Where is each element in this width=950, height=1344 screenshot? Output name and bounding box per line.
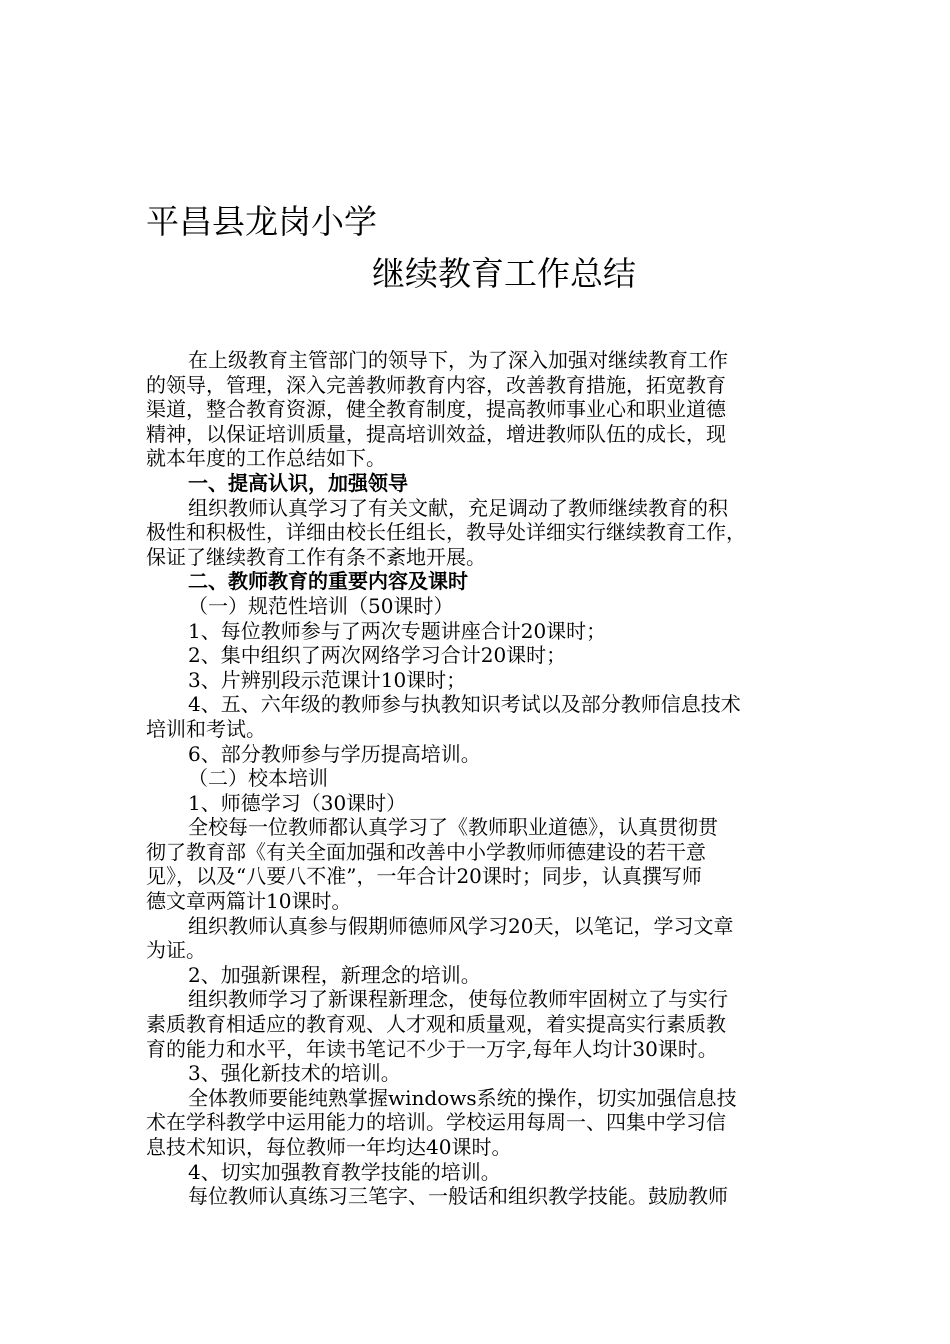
paragraph-line: 2、加强新课程，新理念的培训。 — [188, 962, 481, 987]
paragraph-line: 为证。 — [146, 938, 206, 963]
paragraph-line: 全校每一位教师都认真学习了《教师职业道德》，认真贯彻贯 — [188, 815, 718, 840]
paragraph-line: 德文章两篇计10课时。 — [146, 889, 352, 914]
paragraph-line: 素质教育相适应的教育观、人才观和质量观，着实提高实行素质教 — [146, 1012, 726, 1037]
paragraph-line: 育的能力和水平，年读书笔记不少于一万字,每年人均计30课时。 — [146, 1036, 718, 1061]
paragraph-line: 息技术知识，每位教师一年均达40课时。 — [146, 1135, 512, 1159]
paragraph-line: 3、片辨别段示范课计10课时； — [188, 667, 467, 692]
paragraph-line: 培训和考试。 — [146, 716, 266, 741]
paragraph-line: （一）规范性培训（50课时） — [188, 593, 454, 618]
paragraph-line: 术在学科教学中运用能力的培训。学校运用每周一、四集中学习信 — [146, 1110, 726, 1135]
paragraph-line: 组织教师学习了新课程新理念，使每位教师牢固树立了与实行 — [188, 987, 728, 1012]
paragraph-line: 保证了继续教育工作有条不紊地开展。 — [146, 544, 486, 569]
paragraph-line: （二）校本培训 — [188, 766, 328, 791]
paragraph-line: 组织教师认真参与假期师德师风学习20天，以笔记，学习文章 — [188, 913, 734, 938]
paragraph-line: 3、强化新技术的培训。 — [188, 1061, 401, 1086]
paragraph-line: 见》，以及“八要八不准”，一年合计20课时；同步，认真撰写师 — [146, 864, 702, 889]
paragraph-line: 就本年度的工作总结如下。 — [146, 446, 386, 471]
paragraph-line: 1、每位教师参与了两次专题讲座合计20课时； — [188, 618, 607, 643]
paragraph-line: 在上级教育主管部门的领导下，为了深入加强对继续教育工作 — [188, 348, 728, 372]
paragraph-line: 的领导，管理，深入完善教师教育内容，改善教育措施，拓宽教育 — [146, 372, 726, 397]
document-title-school: 平昌县龙岗小学 — [146, 202, 377, 241]
document-body — [146, 348, 810, 1209]
section-heading-line: 一、提高认识，加强领导 — [188, 470, 408, 495]
paragraph-line: 精神，以保证培训质量，提高培训效益，增进教师队伍的成长，现 — [146, 421, 726, 446]
paragraph-line: 极性和积极性，详细由校长任组长，教导处详细实行继续教育工作， — [146, 520, 746, 545]
paragraph-line: 组织教师认真学习了有关文献，充足调动了教师继续教育的积 — [188, 495, 728, 520]
paragraph-line: 1、师德学习（30课时） — [188, 790, 407, 815]
paragraph-line: 2、集中组织了两次网络学习合计20课时； — [188, 643, 567, 668]
paragraph-line: 4、切实加强教育教学技能的培训。 — [188, 1159, 501, 1184]
section-heading-line: 二、教师教育的重要内容及课时 — [188, 569, 468, 594]
paragraph-line: 全体教师要能纯熟掌握windows系统的操作，切实加强信息技 — [188, 1085, 737, 1110]
paragraph-line: 每位教师认真练习三笔字、一般话和组织教学技能。鼓励教师 — [188, 1184, 728, 1209]
paragraph-line: 4、五、六年级的教师参与执教知识考试以及部分教师信息技术 — [188, 692, 741, 717]
paragraph-line: 渠道，整合教育资源，健全教育制度，提高教师事业心和职业道德 — [146, 397, 726, 422]
paragraph-line: 6、部分教师参与学历提高培训。 — [188, 741, 481, 766]
paragraph-line: 彻了教育部《有关全面加强和改善中小学教师师德建设的若干意 — [146, 839, 706, 864]
document-title-main: 继续教育工作总结 — [372, 254, 636, 293]
